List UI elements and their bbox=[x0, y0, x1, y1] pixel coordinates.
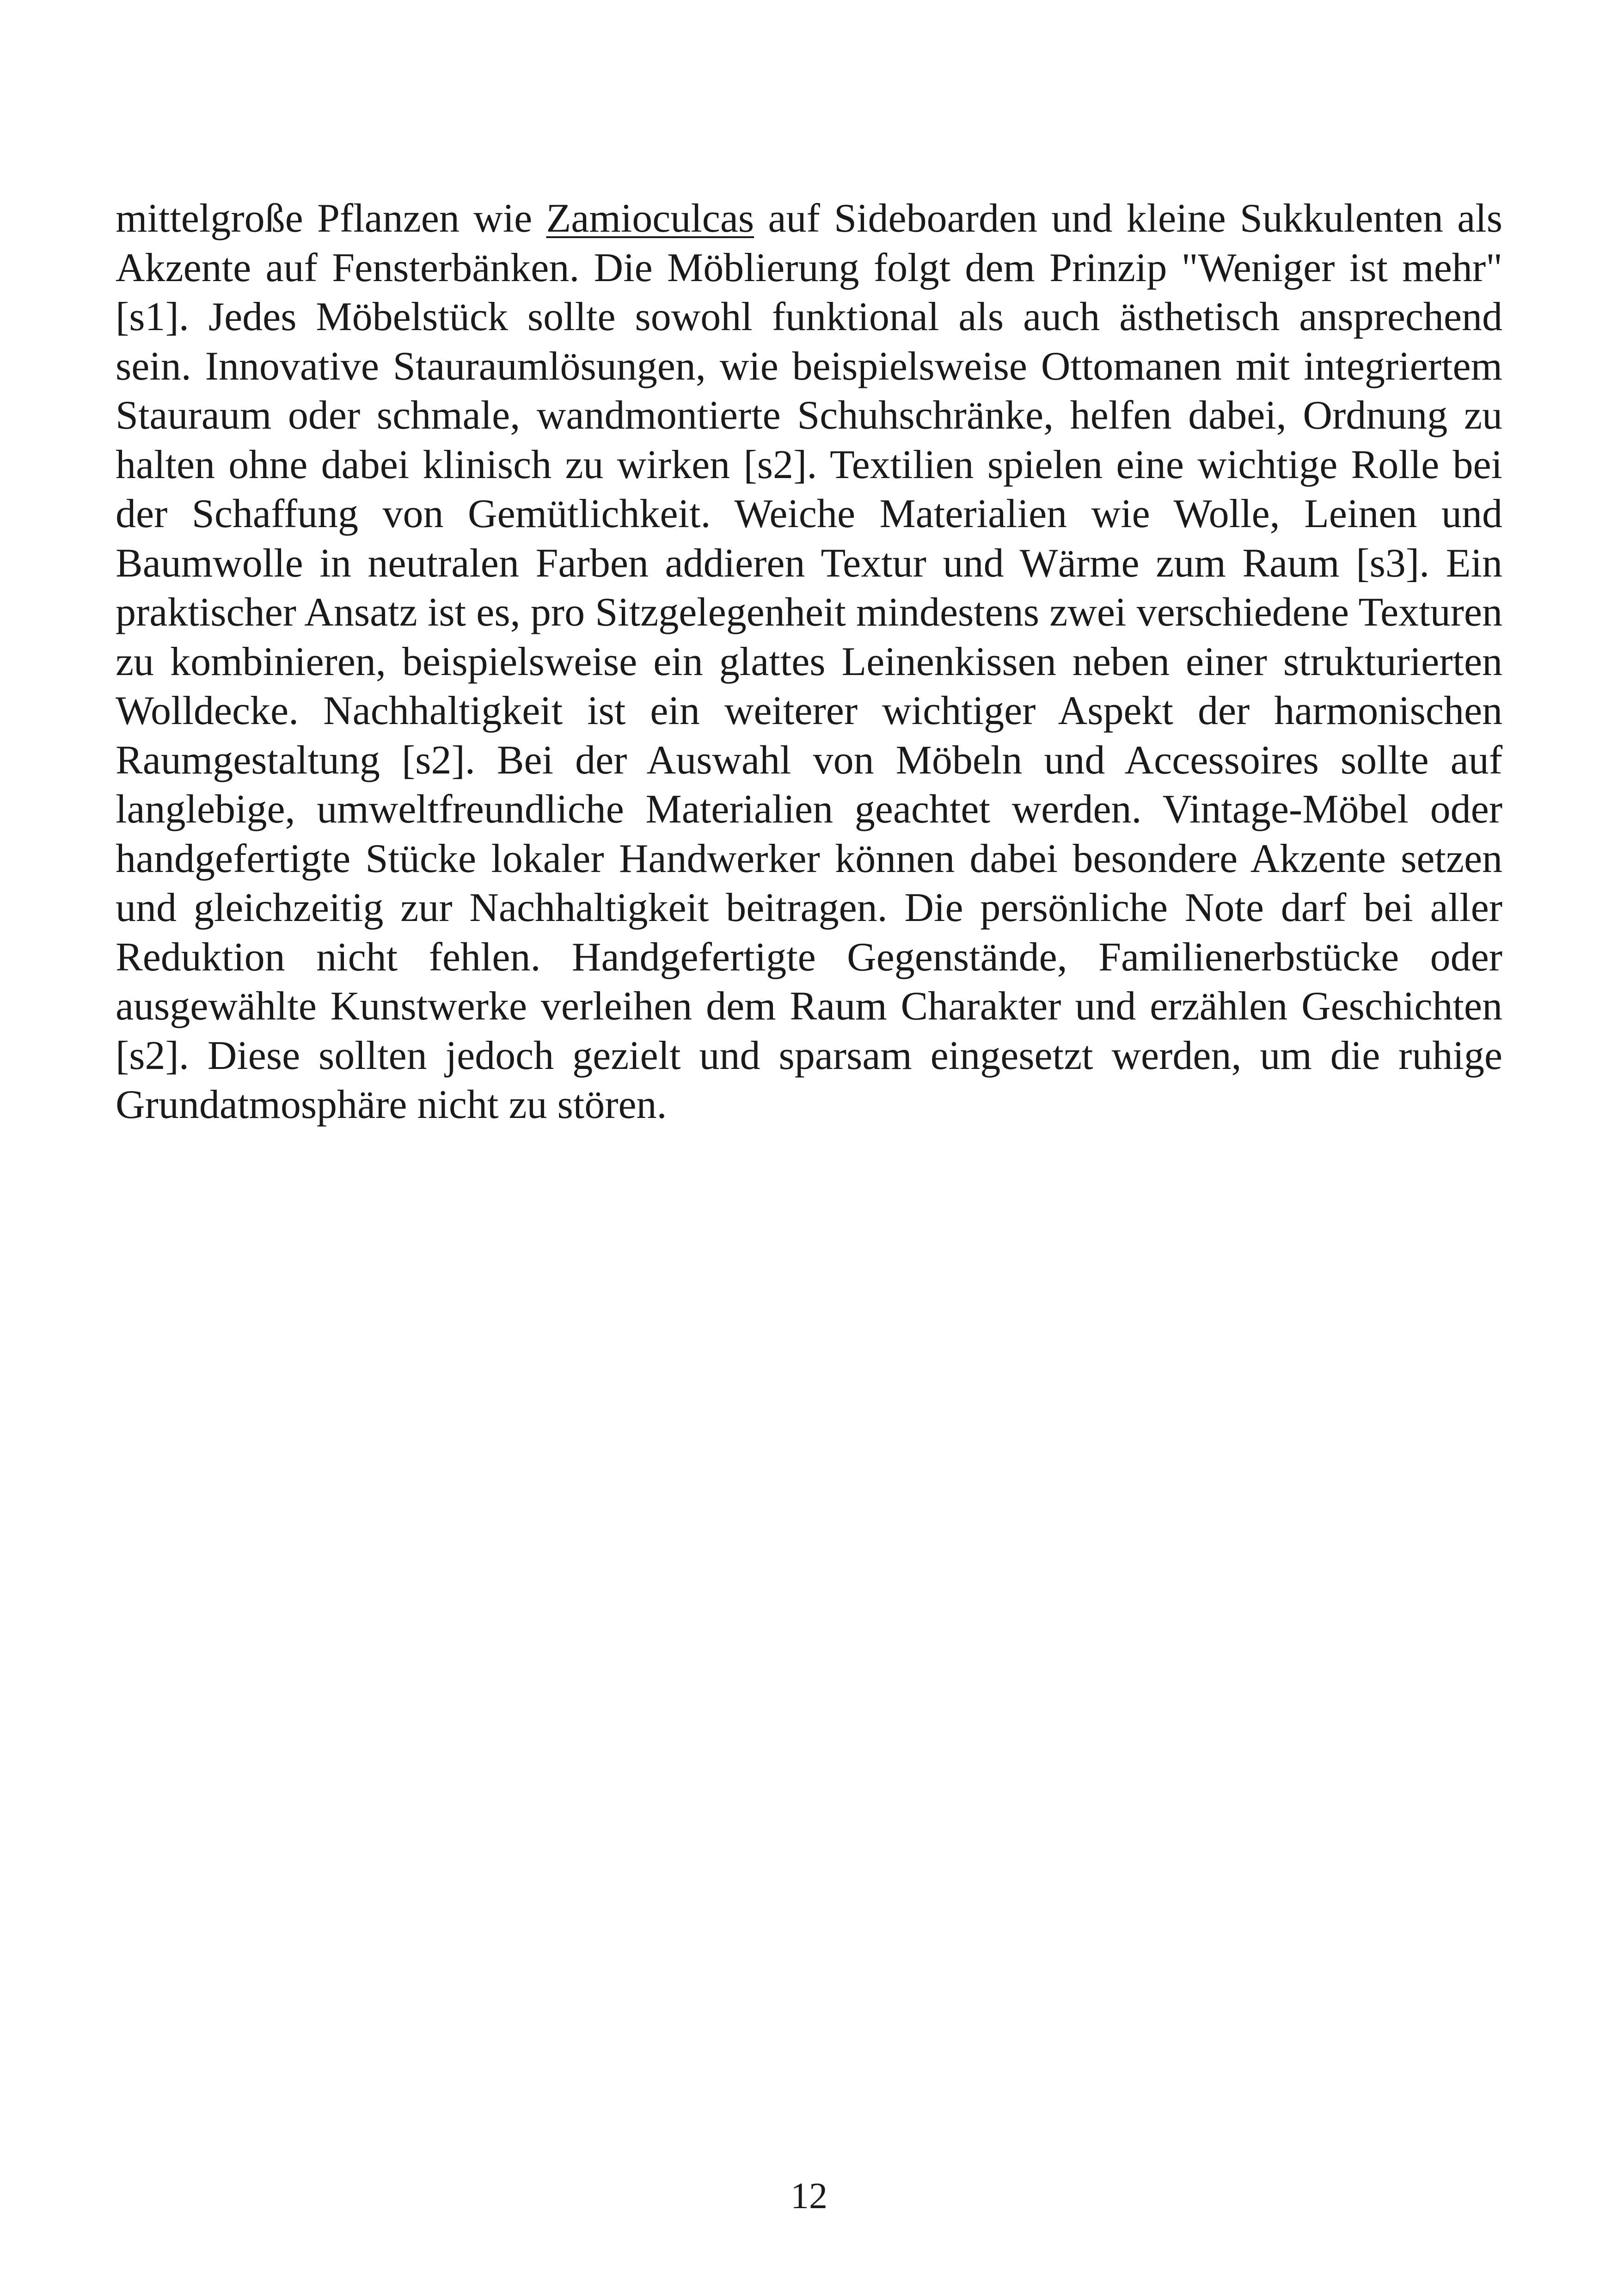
body-paragraph bbox=[116, 194, 1502, 1130]
page-number: 12 bbox=[791, 2176, 827, 2216]
paragraph-text-start: mittelgroße Pflanzen wie bbox=[116, 196, 546, 241]
underlined-term-zamioculcas: Zamioculcas bbox=[546, 196, 754, 241]
paragraph-text-rest: auf Sideboarden und kleine Sukkulenten als Akzente auf Fensterbänken. Die Möblierung folgt dem Prinzip "Weniger ist mehr" [s1]. Jedes Möbelstück sollte sowohl funktional als auch ästhetisch ansprechend sein. Innovative Stauraumlösungen, wie beispielsweise Ottomanen mit integriertem Stauraum oder schmale, wandmontierte Schuhschränke, helfen dabei, Ordnung zu halten ohne dabei klinisch zu wirken [s2]. Textilien spielen eine wichtige Rolle bei der Schaffung von Gemütlichkeit. Weiche Materialien wie Wolle, Leinen und Baumwolle in neutralen Farben addieren Textur und Wärme zum Raum [s3]. Ein praktischer Ansatz ist es, pro Sitzgelegenheit mindestens zwei verschiedene Texturen zu kombinieren, beispielsweise ein glattes Leinenkissen neben einer strukturierten Wolldecke. Nachhaltigkeit ist ein weiterer wichtiger Aspekt der harmonischen Raumgestaltung [s2]. Bei der Auswahl von Möbeln und Accessoires sollte auf langlebige, umweltfreundliche Materialien geachtet werden. Vintage-Möbel oder handgefertigte Stücke lokaler Handwerker können dabei besondere Akzente setzen und gleichzeitig zur Nachhaltigkeit beitragen. Die persönliche Note darf bei aller Reduktion nicht fehlen. Handgefertigte Gegenstände, Familienerbstücke oder ausgewählte Kunstwerke verleihen dem Raum Charakter und erzählen Geschichten [s2]. Diese sollten jedoch gezielt und sparsam eingesetzt werden, um die ruhige Grundatmosphäre nicht zu stören. bbox=[116, 196, 1502, 1127]
